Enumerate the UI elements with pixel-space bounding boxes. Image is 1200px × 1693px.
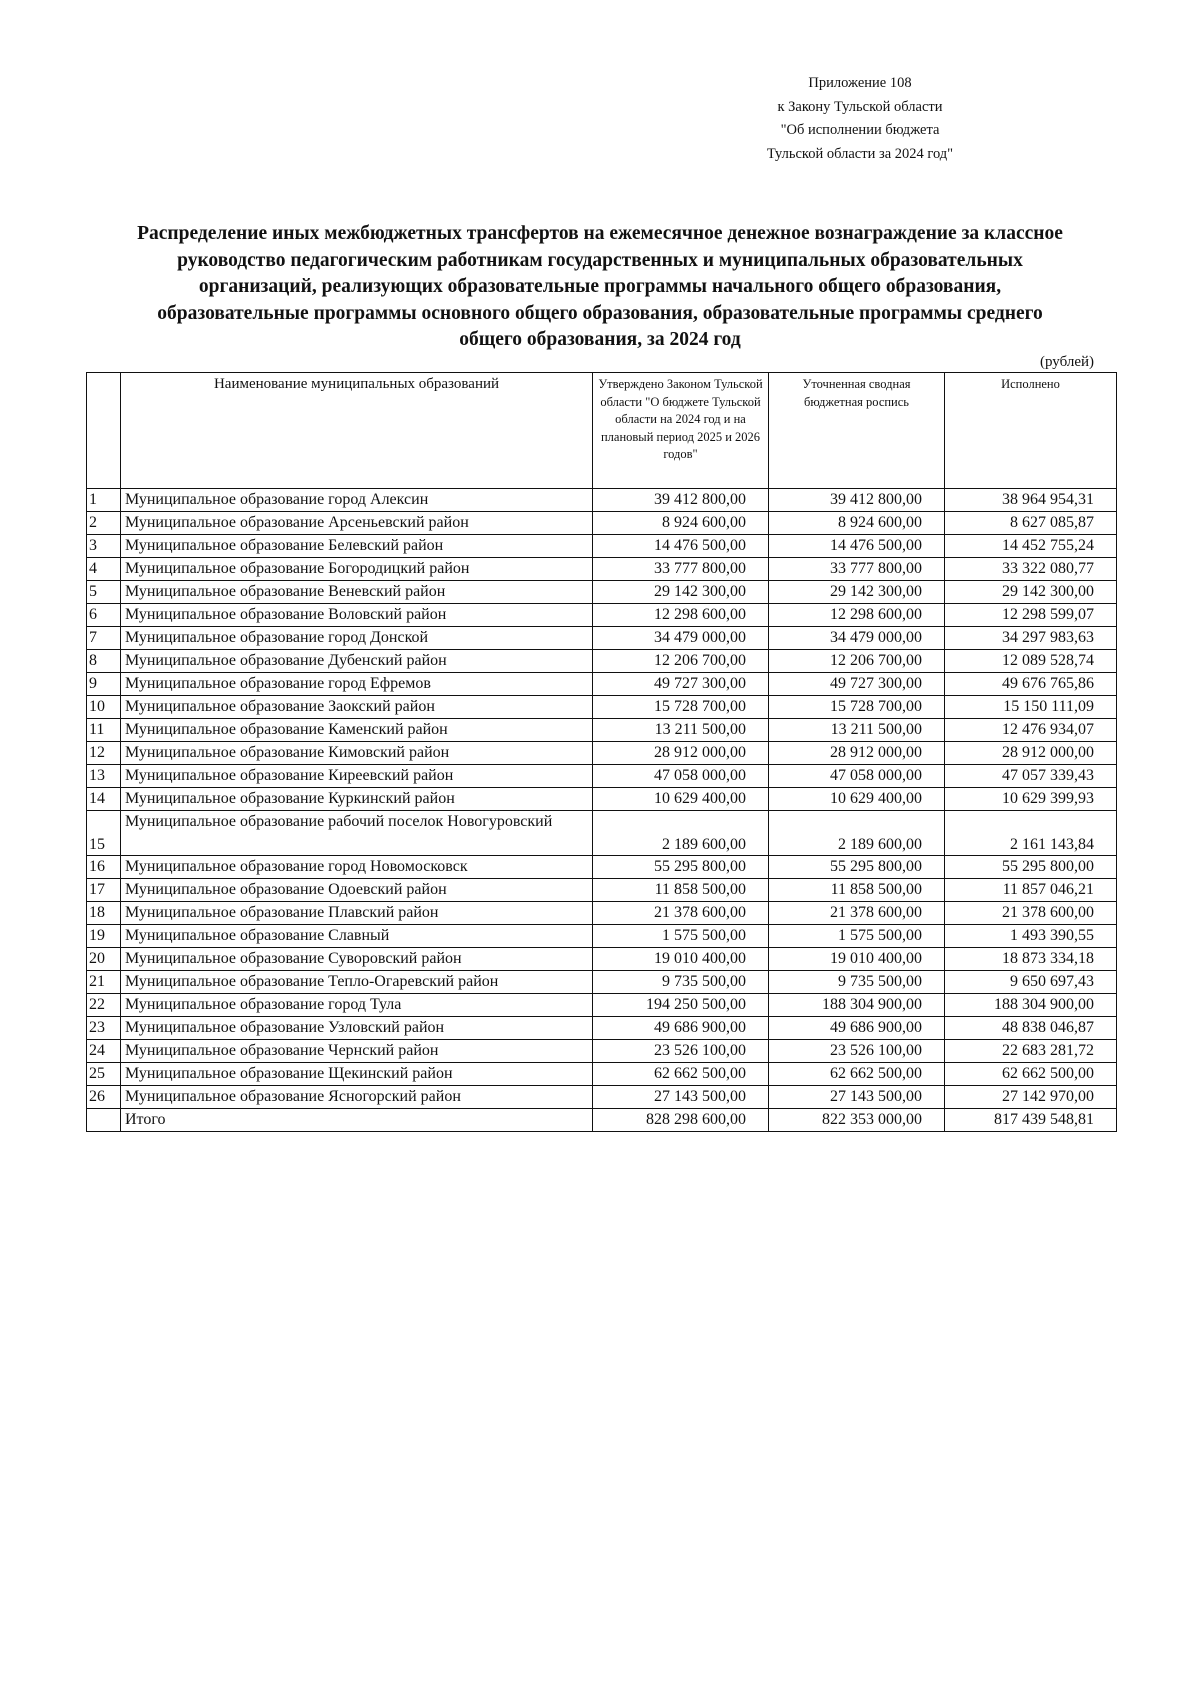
cell-refined: 21 378 600,00 [769, 902, 945, 925]
table-row [87, 742, 1117, 765]
cell-approved: 8 924 600,00 [593, 512, 769, 535]
appendix-line: к Закону Тульской области [777, 98, 943, 115]
table-row [87, 535, 1117, 558]
cell-num: 17 [87, 879, 121, 902]
cell-approved: 828 298 600,00 [593, 1109, 769, 1132]
cell-name: Муниципальное образование Куркинский район [121, 788, 593, 811]
cell-executed: 1 493 390,55 [945, 925, 1117, 948]
cell-executed: 27 142 970,00 [945, 1086, 1117, 1109]
cell-approved: 55 295 800,00 [593, 856, 769, 879]
cell-num: 24 [87, 1040, 121, 1063]
cell-num: 11 [87, 719, 121, 742]
transfers-table [86, 372, 1117, 1132]
cell-name: Муниципальное образование Воловский район [121, 604, 593, 627]
cell-num: 23 [87, 1017, 121, 1040]
table-row [87, 902, 1117, 925]
cell-name: Муниципальное образование Одоевский район [121, 879, 593, 902]
cell-refined: 11 858 500,00 [769, 879, 945, 902]
table-row [87, 1040, 1117, 1063]
cell-num: 14 [87, 788, 121, 811]
cell-approved: 47 058 000,00 [593, 765, 769, 788]
cell-approved: 194 250 500,00 [593, 994, 769, 1017]
cell-name: Муниципальное образование Чернский район [121, 1040, 593, 1063]
cell-num: 13 [87, 765, 121, 788]
cell-num: 8 [87, 650, 121, 673]
cell-executed: 14 452 755,24 [945, 535, 1117, 558]
cell-approved: 12 206 700,00 [593, 650, 769, 673]
cell-refined: 49 727 300,00 [769, 673, 945, 696]
cell-name: Муниципальное образование Белевский район [121, 535, 593, 558]
cell-refined: 188 304 900,00 [769, 994, 945, 1017]
header-num [87, 373, 121, 489]
cell-num: 6 [87, 604, 121, 627]
cell-executed: 34 297 983,63 [945, 627, 1117, 650]
cell-name: Муниципальное образование Суворовский район [121, 948, 593, 971]
cell-approved: 9 735 500,00 [593, 971, 769, 994]
cell-executed: 49 676 765,86 [945, 673, 1117, 696]
cell-num: 10 [87, 696, 121, 719]
cell-name: Муниципальное образование Киреевский район [121, 765, 593, 788]
cell-refined: 14 476 500,00 [769, 535, 945, 558]
cell-num: 9 [87, 673, 121, 696]
cell-num: 2 [87, 512, 121, 535]
table-row [87, 994, 1117, 1017]
cell-name: Муниципальное образование Узловский район [121, 1017, 593, 1040]
cell-executed: 22 683 281,72 [945, 1040, 1117, 1063]
cell-approved: 33 777 800,00 [593, 558, 769, 581]
cell-approved: 34 479 000,00 [593, 627, 769, 650]
title-line: руководство педагогическим работникам государственных и муниципальных образовательных [177, 249, 1023, 271]
table-row [87, 1086, 1117, 1109]
cell-num: 12 [87, 742, 121, 765]
cell-refined: 39 412 800,00 [769, 489, 945, 512]
cell-approved: 23 526 100,00 [593, 1040, 769, 1063]
cell-refined: 13 211 500,00 [769, 719, 945, 742]
table-row [87, 879, 1117, 902]
cell-executed: 48 838 046,87 [945, 1017, 1117, 1040]
cell-name: Муниципальное образование Тепло-Огаревский район [121, 971, 593, 994]
table-row [87, 489, 1117, 512]
table-row [87, 696, 1117, 719]
cell-approved: 19 010 400,00 [593, 948, 769, 971]
cell-refined: 49 686 900,00 [769, 1017, 945, 1040]
table-row [87, 512, 1117, 535]
cell-executed: 47 057 339,43 [945, 765, 1117, 788]
table-row [87, 856, 1117, 879]
cell-refined: 28 912 000,00 [769, 742, 945, 765]
cell-approved: 62 662 500,00 [593, 1063, 769, 1086]
document-title [84, 221, 1116, 354]
header-approved: Утверждено Законом Тульской области "О бюджете Тульской области на 2024 год и на плановый период 2025 и 2026 годов" [593, 373, 769, 489]
cell-approved: 2 189 600,00 [593, 811, 769, 856]
cell-executed: 55 295 800,00 [945, 856, 1117, 879]
cell-executed: 817 439 548,81 [945, 1109, 1117, 1132]
cell-name: Муниципальное образование город Донской [121, 627, 593, 650]
cell-refined: 12 298 600,00 [769, 604, 945, 627]
table-row [87, 719, 1117, 742]
header-refined: Уточненная сводная бюджетная роспись [769, 373, 945, 489]
cell-executed: 33 322 080,77 [945, 558, 1117, 581]
cell-num: 1 [87, 489, 121, 512]
appendix-line: Приложение 108 [808, 75, 912, 91]
unit-label: (рублей) [1040, 354, 1095, 370]
title-line: Распределение иных межбюджетных трансфертов на ежемесячное денежное вознаграждение за классное [137, 223, 1063, 244]
header-executed: Исполнено [945, 373, 1117, 489]
cell-name: Муниципальное образование Заокский район [121, 696, 593, 719]
cell-num: 7 [87, 627, 121, 650]
cell-name: Итого [121, 1109, 593, 1132]
cell-executed: 18 873 334,18 [945, 948, 1117, 971]
table-row [87, 1063, 1117, 1086]
table-row [87, 765, 1117, 788]
title-line: общего образования, за 2024 год [459, 329, 741, 350]
table-row [87, 558, 1117, 581]
cell-num: 4 [87, 558, 121, 581]
cell-executed: 12 089 528,74 [945, 650, 1117, 673]
cell-approved: 39 412 800,00 [593, 489, 769, 512]
cell-refined: 8 924 600,00 [769, 512, 945, 535]
table-row [87, 650, 1117, 673]
table-row [87, 604, 1117, 627]
cell-approved: 27 143 500,00 [593, 1086, 769, 1109]
table-row [87, 971, 1117, 994]
cell-num: 19 [87, 925, 121, 948]
cell-name: Муниципальное образование Веневский район [121, 581, 593, 604]
cell-refined: 10 629 400,00 [769, 788, 945, 811]
table-row [87, 948, 1117, 971]
cell-executed: 12 298 599,07 [945, 604, 1117, 627]
cell-refined: 23 526 100,00 [769, 1040, 945, 1063]
cell-num: 21 [87, 971, 121, 994]
cell-approved: 13 211 500,00 [593, 719, 769, 742]
cell-refined: 47 058 000,00 [769, 765, 945, 788]
cell-num: 5 [87, 581, 121, 604]
cell-executed: 28 912 000,00 [945, 742, 1117, 765]
table-row [87, 581, 1117, 604]
table-row [87, 925, 1117, 948]
cell-num [87, 1109, 121, 1132]
table-row [87, 673, 1117, 696]
cell-refined: 2 189 600,00 [769, 811, 945, 856]
cell-name: Муниципальное образование город Тула [121, 994, 593, 1017]
cell-name: Муниципальное образование Ясногорский район [121, 1086, 593, 1109]
cell-executed: 29 142 300,00 [945, 581, 1117, 604]
cell-num: 20 [87, 948, 121, 971]
cell-refined: 55 295 800,00 [769, 856, 945, 879]
table-row [87, 788, 1117, 811]
cell-executed: 38 964 954,31 [945, 489, 1117, 512]
cell-executed: 15 150 111,09 [945, 696, 1117, 719]
cell-approved: 29 142 300,00 [593, 581, 769, 604]
cell-name: Муниципальное образование Щекинский район [121, 1063, 593, 1086]
table-row [87, 627, 1117, 650]
cell-approved: 10 629 400,00 [593, 788, 769, 811]
cell-refined: 34 479 000,00 [769, 627, 945, 650]
cell-name: Муниципальное образование Кимовский район [121, 742, 593, 765]
cell-executed: 62 662 500,00 [945, 1063, 1117, 1086]
cell-num: 25 [87, 1063, 121, 1086]
table-row [87, 1109, 1117, 1132]
title-line: организаций, реализующих образовательные программы начального общего образования, [198, 276, 1002, 297]
cell-refined: 29 142 300,00 [769, 581, 945, 604]
table-header-row [87, 373, 1117, 489]
cell-num: 18 [87, 902, 121, 925]
table-row [87, 1017, 1117, 1040]
cell-num: 26 [87, 1086, 121, 1109]
cell-name: Муниципальное образование рабочий поселок Новогуровский [121, 811, 593, 856]
cell-approved: 28 912 000,00 [593, 742, 769, 765]
cell-approved: 49 686 900,00 [593, 1017, 769, 1040]
cell-name: Муниципальное образование Плавский район [121, 902, 593, 925]
cell-executed: 8 627 085,87 [945, 512, 1117, 535]
cell-num: 3 [87, 535, 121, 558]
header-name: Наименование муниципальных образований [121, 373, 593, 489]
cell-refined: 15 728 700,00 [769, 696, 945, 719]
cell-executed: 9 650 697,43 [945, 971, 1117, 994]
cell-refined: 9 735 500,00 [769, 971, 945, 994]
appendix-line: Тульской области за 2024 год" [766, 145, 954, 162]
table-row [87, 811, 1117, 856]
appendix-line: "Об исполнении бюджета [780, 122, 940, 138]
cell-executed: 10 629 399,93 [945, 788, 1117, 811]
cell-refined: 19 010 400,00 [769, 948, 945, 971]
cell-name: Муниципальное образование Дубенский район [121, 650, 593, 673]
cell-num: 15 [87, 811, 121, 856]
cell-refined: 33 777 800,00 [769, 558, 945, 581]
cell-name: Муниципальное образование Богородицкий район [121, 558, 593, 581]
cell-refined: 27 143 500,00 [769, 1086, 945, 1109]
cell-approved: 21 378 600,00 [593, 902, 769, 925]
cell-refined: 1 575 500,00 [769, 925, 945, 948]
cell-name: Муниципальное образование город Ефремов [121, 673, 593, 696]
cell-executed: 21 378 600,00 [945, 902, 1117, 925]
cell-approved: 1 575 500,00 [593, 925, 769, 948]
cell-executed: 188 304 900,00 [945, 994, 1117, 1017]
cell-name: Муниципальное образование Славный [121, 925, 593, 948]
cell-executed: 11 857 046,21 [945, 879, 1117, 902]
cell-approved: 12 298 600,00 [593, 604, 769, 627]
cell-refined: 12 206 700,00 [769, 650, 945, 673]
cell-approved: 14 476 500,00 [593, 535, 769, 558]
cell-num: 16 [87, 856, 121, 879]
cell-approved: 15 728 700,00 [593, 696, 769, 719]
cell-approved: 49 727 300,00 [593, 673, 769, 696]
appendix-block [715, 72, 1005, 166]
cell-name: Муниципальное образование Арсеньевский район [121, 512, 593, 535]
cell-executed: 2 161 143,84 [945, 811, 1117, 856]
cell-refined: 822 353 000,00 [769, 1109, 945, 1132]
cell-executed: 12 476 934,07 [945, 719, 1117, 742]
cell-num: 22 [87, 994, 121, 1017]
cell-refined: 62 662 500,00 [769, 1063, 945, 1086]
cell-name: Муниципальное образование город Алексин [121, 489, 593, 512]
cell-approved: 11 858 500,00 [593, 879, 769, 902]
cell-name: Муниципальное образование город Новомосковск [121, 856, 593, 879]
title-line: образовательные программы основного общего образования, образовательные программы среднего [157, 302, 1043, 324]
cell-name: Муниципальное образование Каменский район [121, 719, 593, 742]
